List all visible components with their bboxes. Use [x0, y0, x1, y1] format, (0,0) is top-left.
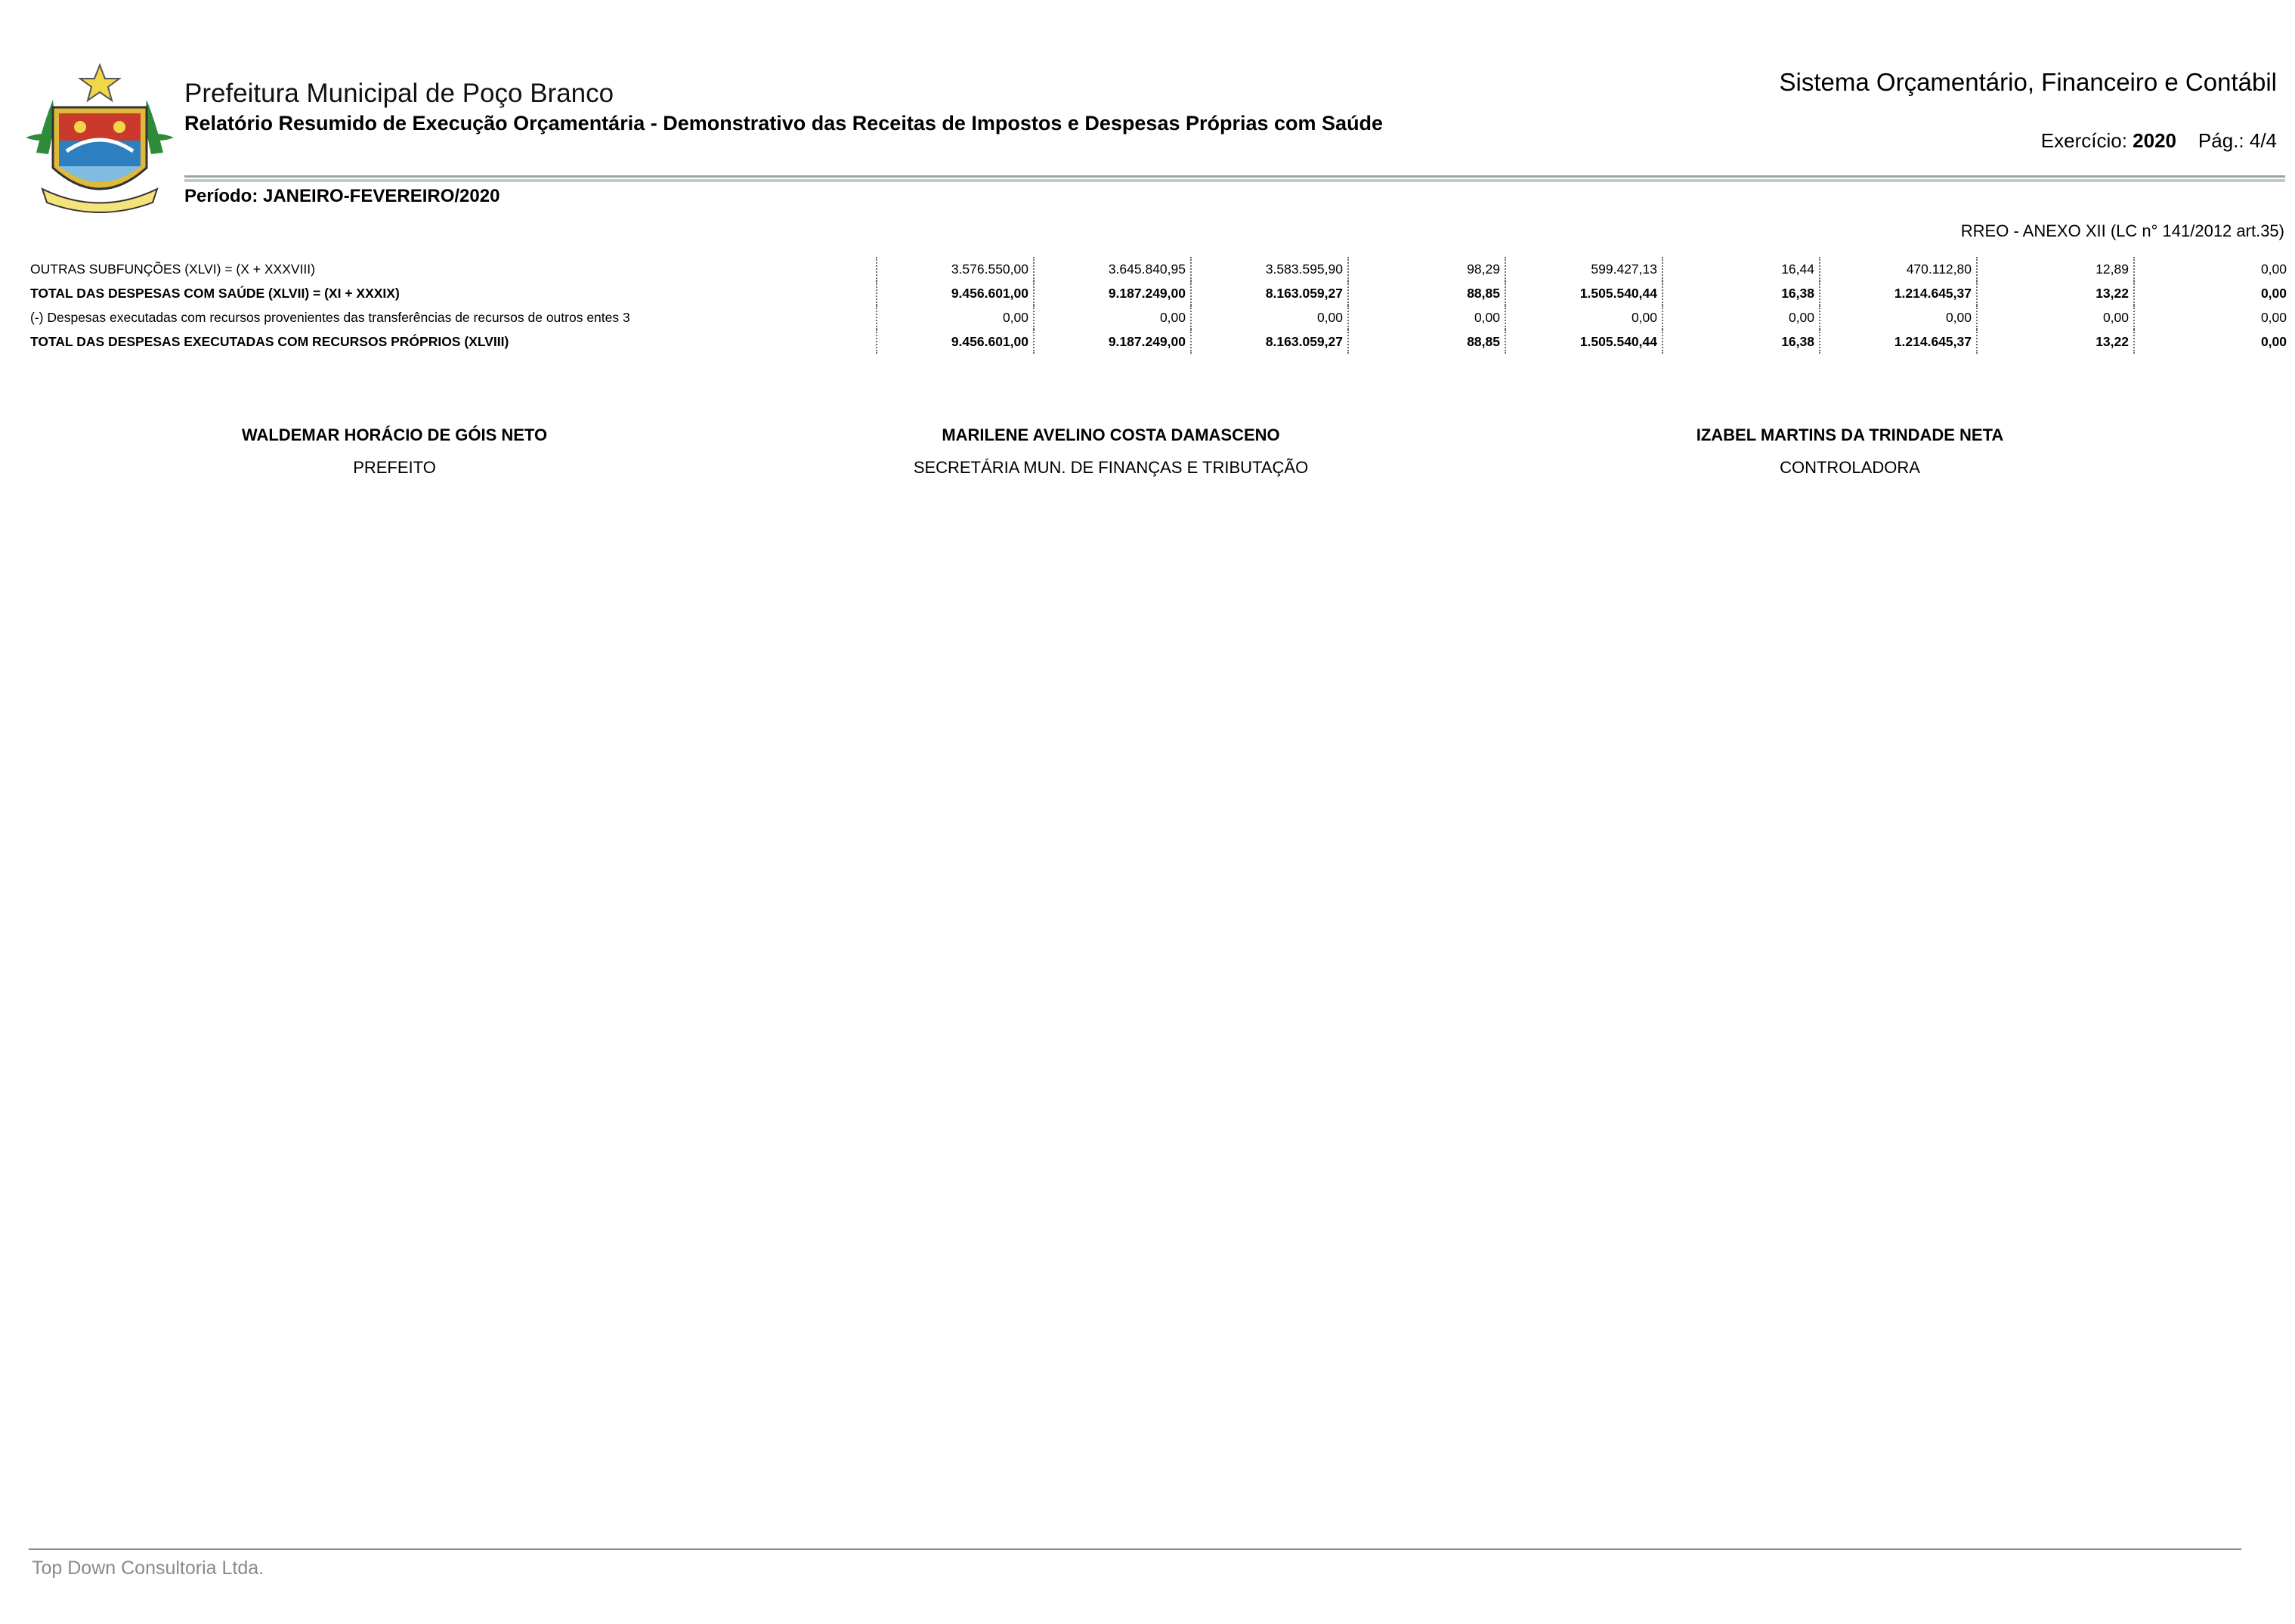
- signatory-role: CONTROLADORA: [1780, 458, 1920, 477]
- table-row: [30, 329, 2291, 354]
- cell-value: 3.645.840,95: [1034, 257, 1191, 281]
- cell-value: 9.456.601,00: [877, 281, 1034, 305]
- cell-value: 0,00: [2260, 309, 2287, 325]
- cell-value: 1.214.645,37: [1820, 329, 1977, 354]
- cell-value: 8.163.059,27: [1191, 281, 1348, 305]
- cell-value: 0,00: [1505, 305, 1662, 329]
- row-label: OUTRAS SUBFUNÇÕES (XLVI) = (X + XXXVIII): [30, 257, 877, 281]
- annex-reference: RREO - ANEXO XII (LC n° 141/2012 art.35): [1960, 221, 2284, 240]
- cell-value: 1.505.540,44: [1505, 329, 1662, 354]
- cell-value: 12,89: [1977, 257, 2134, 281]
- cell-value: 1.505.540,44: [1505, 281, 1662, 305]
- row-label: TOTAL DAS DESPESAS COM SAÚDE (XLVII) = (XI + XXXIX): [30, 281, 877, 305]
- footer-divider: [29, 1548, 2241, 1550]
- system-name: Sistema Orçamentário, Financeiro e Contábil: [1779, 68, 2277, 96]
- cell-value: 0,00: [2260, 333, 2287, 349]
- report-period: Período: JANEIRO-FEVEREIRO/2020: [184, 186, 500, 206]
- table-row: [30, 257, 2291, 281]
- signatory-role: PREFEITO: [353, 458, 436, 477]
- footer-company: Top Down Consultoria Ltda.: [32, 1557, 264, 1579]
- exercise-info: [2041, 129, 2277, 153]
- org-name: Prefeitura Municipal de Poço Branco: [184, 79, 614, 108]
- cell-value: 599.427,13: [1505, 257, 1662, 281]
- cell-value: 16,44: [1662, 257, 1820, 281]
- header-divider: [184, 175, 2285, 182]
- page-number: Pág.: 4/4: [2198, 129, 2277, 152]
- municipal-crest-logo: [20, 62, 180, 213]
- cell-value: 8.163.059,27: [1191, 329, 1348, 354]
- cell-value: 0,00: [1191, 305, 1348, 329]
- cell-value: 0,00: [1348, 305, 1505, 329]
- cell-value: 0,00: [2260, 261, 2287, 277]
- signatory-name: WALDEMAR HORÁCIO DE GÓIS NETO: [241, 425, 548, 444]
- table-row: [30, 281, 2291, 305]
- cell-value: 0,00: [1977, 305, 2134, 329]
- cell-value: 470.112,80: [1820, 257, 1977, 281]
- cell-value: 3.583.595,90: [1191, 257, 1348, 281]
- exercise-label: Exercício:: [2040, 129, 2127, 152]
- cell-value: 88,85: [1348, 329, 1505, 354]
- cell-value: 88,85: [1348, 281, 1505, 305]
- cell-value: 0,00: [877, 305, 1034, 329]
- cell-value: 3.576.550,00: [877, 257, 1034, 281]
- cell-value: 98,29: [1348, 257, 1505, 281]
- cell-value: 16,38: [1662, 329, 1820, 354]
- cell-value: 9.456.601,00: [877, 329, 1034, 354]
- signature-block-controller: [1585, 425, 2114, 478]
- cell-value: 9.187.249,00: [1034, 329, 1191, 354]
- row-label: (-) Despesas executadas com recursos provenientes das transferências de recursos de outros entes 3: [30, 305, 877, 329]
- signatory-role: SECRETÁRIA MUN. DE FINANÇAS E TRIBUTAÇÃO: [913, 458, 1309, 477]
- cell-value: 0,00: [2260, 285, 2287, 301]
- table-row: [30, 305, 2291, 329]
- signatory-name: IZABEL MARTINS DA TRINDADE NETA: [1696, 425, 2004, 444]
- expense-table: [30, 257, 2291, 354]
- cell-value: 13,22: [1977, 281, 2134, 305]
- signature-block-mayor: [130, 425, 659, 478]
- cell-value: 0,00: [1820, 305, 1977, 329]
- row-label: TOTAL DAS DESPESAS EXECUTADAS COM RECURSOS PRÓPRIOS (XLVIII): [30, 329, 877, 354]
- signature-block-finance-secretary: [846, 425, 1375, 478]
- cell-value: 16,38: [1662, 281, 1820, 305]
- report-title: Relatório Resumido de Execução Orçamentária - Demonstrativo das Receitas de Impostos e Despesas Próprias com Saúde: [184, 112, 1384, 135]
- cell-value: 1.214.645,37: [1820, 281, 1977, 305]
- exercise-year: 2020: [2133, 129, 2177, 152]
- cell-value: 0,00: [1034, 305, 1191, 329]
- cell-value: 13,22: [1977, 329, 2134, 354]
- cell-value: 9.187.249,00: [1034, 281, 1191, 305]
- cell-value: 0,00: [1662, 305, 1820, 329]
- signatory-name: MARILENE AVELINO COSTA DAMASCENO: [942, 425, 1280, 444]
